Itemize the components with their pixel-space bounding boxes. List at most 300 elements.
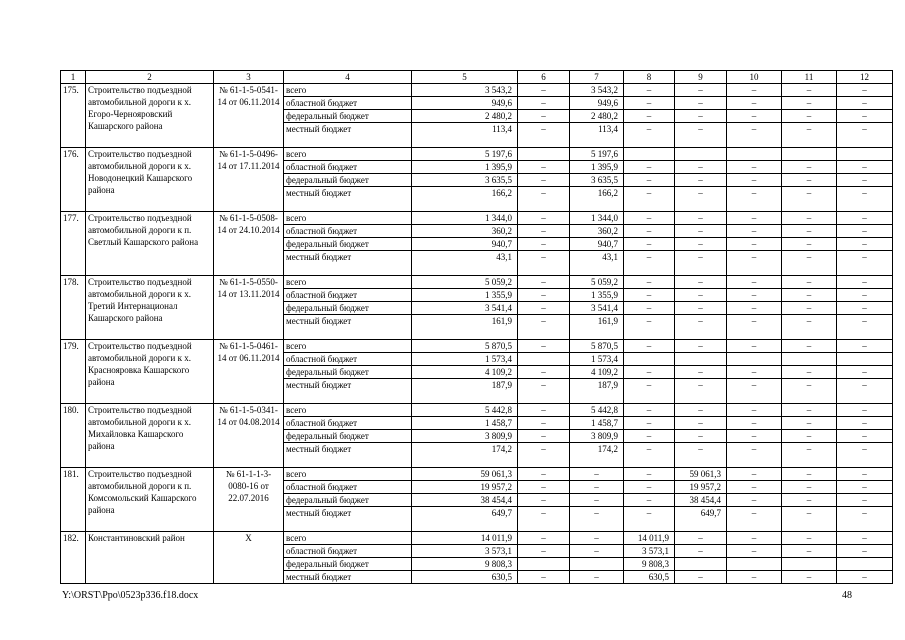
value-cell: – bbox=[782, 161, 837, 174]
value-cell: – bbox=[727, 302, 782, 315]
value-cell: – bbox=[518, 110, 570, 123]
budget-source: областной бюджет bbox=[284, 417, 412, 430]
header-row bbox=[61, 71, 893, 84]
value-cell: – bbox=[570, 532, 624, 545]
budget-source: областной бюджет bbox=[284, 225, 412, 238]
budget-source: местный бюджет bbox=[284, 443, 412, 468]
value-cell: – bbox=[837, 161, 893, 174]
value-cell: – bbox=[837, 379, 893, 404]
value-cell: – bbox=[675, 84, 727, 97]
value-cell: – bbox=[675, 443, 727, 468]
footer-file-path: Y:\ORST\Ppo\0523p336.f18.docx bbox=[62, 590, 199, 601]
value-cell: – bbox=[624, 84, 675, 97]
value-cell: 14 011,9 bbox=[412, 532, 518, 545]
value-cell: – bbox=[518, 84, 570, 97]
row-number: 181. bbox=[61, 468, 86, 532]
row-number: 177. bbox=[61, 212, 86, 276]
value-cell: 113,4 bbox=[412, 123, 518, 148]
value-cell: 1 344,0 bbox=[570, 212, 624, 225]
table-row bbox=[61, 212, 893, 225]
header-cell: 2 bbox=[86, 71, 214, 84]
value-cell: – bbox=[782, 97, 837, 110]
budget-source: местный бюджет bbox=[284, 251, 412, 276]
value-cell: 3 541,4 bbox=[412, 302, 518, 315]
value-cell bbox=[837, 353, 893, 366]
value-cell: – bbox=[518, 494, 570, 507]
value-cell: – bbox=[782, 123, 837, 148]
value-cell: – bbox=[518, 571, 570, 584]
object-name: Строительство подъездной автомобильной дороги к х. Третий Интернационал Кашарского района bbox=[86, 276, 214, 340]
header-cell: 12 bbox=[837, 71, 893, 84]
value-cell: – bbox=[782, 468, 837, 481]
value-cell: 649,7 bbox=[412, 507, 518, 532]
value-cell: – bbox=[837, 494, 893, 507]
header-cell: 10 bbox=[727, 71, 782, 84]
value-cell: – bbox=[837, 366, 893, 379]
value-cell: 1 395,9 bbox=[570, 161, 624, 174]
value-cell bbox=[837, 148, 893, 161]
value-cell: – bbox=[518, 289, 570, 302]
value-cell: 5 059,2 bbox=[570, 276, 624, 289]
object-name: Строительство подъездной автомобильной дороги к п. Комсомольский Кашарского района bbox=[86, 468, 214, 532]
header-cell: 6 bbox=[518, 71, 570, 84]
value-cell: – bbox=[675, 110, 727, 123]
header-cell: 7 bbox=[570, 71, 624, 84]
value-cell: 9 808,3 bbox=[624, 558, 675, 571]
value-cell: 649,7 bbox=[675, 507, 727, 532]
value-cell: – bbox=[727, 430, 782, 443]
value-cell: – bbox=[518, 187, 570, 212]
value-cell: 940,7 bbox=[570, 238, 624, 251]
value-cell: 166,2 bbox=[412, 187, 518, 212]
header-cell: 9 bbox=[675, 71, 727, 84]
value-cell: – bbox=[624, 366, 675, 379]
value-cell: 5 059,2 bbox=[412, 276, 518, 289]
value-cell: – bbox=[727, 507, 782, 532]
value-cell: – bbox=[727, 97, 782, 110]
value-cell: – bbox=[782, 379, 837, 404]
value-cell: – bbox=[624, 340, 675, 353]
budget-source: областной бюджет bbox=[284, 353, 412, 366]
header-cell: 1 bbox=[61, 71, 86, 84]
value-cell: – bbox=[727, 225, 782, 238]
budget-source: всего bbox=[284, 212, 412, 225]
value-cell: – bbox=[837, 212, 893, 225]
value-cell: – bbox=[782, 532, 837, 545]
value-cell: 3 809,9 bbox=[570, 430, 624, 443]
value-cell: – bbox=[837, 84, 893, 97]
value-cell bbox=[675, 558, 727, 571]
value-cell: – bbox=[570, 468, 624, 481]
value-cell: – bbox=[837, 187, 893, 212]
document-ref: Х bbox=[214, 532, 284, 584]
value-cell: – bbox=[675, 251, 727, 276]
value-cell: – bbox=[570, 545, 624, 558]
value-cell: 5 442,8 bbox=[412, 404, 518, 417]
value-cell: – bbox=[727, 315, 782, 340]
value-cell: – bbox=[624, 289, 675, 302]
budget-source: федеральный бюджет bbox=[284, 494, 412, 507]
value-cell: – bbox=[518, 225, 570, 238]
document-ref: № 61-1-5-0496-14 от 17.11.2014 bbox=[214, 148, 284, 212]
value-cell: 4 109,2 bbox=[570, 366, 624, 379]
value-cell: 161,9 bbox=[412, 315, 518, 340]
value-cell: – bbox=[518, 430, 570, 443]
budget-source: местный бюджет bbox=[284, 187, 412, 212]
value-cell: 1 573,4 bbox=[412, 353, 518, 366]
value-cell: – bbox=[782, 507, 837, 532]
value-cell: – bbox=[727, 84, 782, 97]
row-number: 175. bbox=[61, 84, 86, 148]
value-cell: – bbox=[675, 97, 727, 110]
row-number: 179. bbox=[61, 340, 86, 404]
value-cell: – bbox=[782, 404, 837, 417]
value-cell: 3 809,9 bbox=[412, 430, 518, 443]
value-cell: – bbox=[518, 532, 570, 545]
value-cell: – bbox=[518, 212, 570, 225]
value-cell: – bbox=[727, 417, 782, 430]
value-cell: – bbox=[837, 481, 893, 494]
value-cell: – bbox=[837, 97, 893, 110]
value-cell: – bbox=[782, 276, 837, 289]
value-cell: 1 573,4 bbox=[570, 353, 624, 366]
value-cell: – bbox=[837, 545, 893, 558]
budget-source: всего bbox=[284, 84, 412, 97]
value-cell: – bbox=[675, 366, 727, 379]
document-ref: № 61-1-1-3-0080-16 от 22.07.2016 bbox=[214, 468, 284, 532]
value-cell: – bbox=[782, 212, 837, 225]
value-cell: – bbox=[782, 302, 837, 315]
row-number: 180. bbox=[61, 404, 86, 468]
value-cell bbox=[782, 558, 837, 571]
value-cell: 3 573,1 bbox=[624, 545, 675, 558]
value-cell: 630,5 bbox=[624, 571, 675, 584]
value-cell: – bbox=[624, 123, 675, 148]
table-row bbox=[61, 532, 893, 545]
value-cell: 174,2 bbox=[570, 443, 624, 468]
value-cell: 187,9 bbox=[412, 379, 518, 404]
value-cell: – bbox=[518, 123, 570, 148]
value-cell: – bbox=[518, 251, 570, 276]
value-cell: – bbox=[624, 494, 675, 507]
table-row bbox=[61, 340, 893, 353]
value-cell: – bbox=[518, 417, 570, 430]
value-cell: – bbox=[518, 340, 570, 353]
value-cell bbox=[624, 148, 675, 161]
value-cell: – bbox=[624, 315, 675, 340]
value-cell bbox=[727, 353, 782, 366]
budget-source: местный бюджет bbox=[284, 571, 412, 584]
value-cell bbox=[837, 558, 893, 571]
document-ref: № 61-1-5-0541-14 от 06.11.2014 bbox=[214, 84, 284, 148]
value-cell: – bbox=[782, 174, 837, 187]
value-cell: – bbox=[624, 161, 675, 174]
budget-source: местный бюджет bbox=[284, 507, 412, 532]
value-cell: – bbox=[837, 123, 893, 148]
budget-source: федеральный бюджет bbox=[284, 366, 412, 379]
value-cell: 3 543,2 bbox=[570, 84, 624, 97]
budget-source: федеральный бюджет bbox=[284, 558, 412, 571]
value-cell: – bbox=[675, 315, 727, 340]
value-cell: – bbox=[837, 507, 893, 532]
value-cell: – bbox=[837, 340, 893, 353]
value-cell: – bbox=[782, 340, 837, 353]
value-cell: – bbox=[837, 315, 893, 340]
value-cell: – bbox=[727, 366, 782, 379]
value-cell: – bbox=[837, 110, 893, 123]
value-cell: – bbox=[518, 507, 570, 532]
value-cell: – bbox=[782, 315, 837, 340]
value-cell: – bbox=[727, 545, 782, 558]
value-cell: – bbox=[727, 532, 782, 545]
page-number: 48 bbox=[842, 590, 852, 601]
value-cell: 166,2 bbox=[570, 187, 624, 212]
value-cell: – bbox=[570, 507, 624, 532]
value-cell: 1 355,9 bbox=[570, 289, 624, 302]
value-cell: – bbox=[727, 289, 782, 302]
value-cell: – bbox=[624, 212, 675, 225]
value-cell: – bbox=[727, 238, 782, 251]
value-cell: – bbox=[675, 289, 727, 302]
value-cell: 187,9 bbox=[570, 379, 624, 404]
value-cell: – bbox=[624, 417, 675, 430]
value-cell: 1 355,9 bbox=[412, 289, 518, 302]
value-cell: – bbox=[624, 468, 675, 481]
value-cell: 59 061,3 bbox=[675, 468, 727, 481]
value-cell: 1 395,9 bbox=[412, 161, 518, 174]
value-cell: – bbox=[518, 443, 570, 468]
value-cell: – bbox=[727, 468, 782, 481]
value-cell: 5 197,6 bbox=[412, 148, 518, 161]
budget-table bbox=[60, 70, 893, 584]
value-cell: – bbox=[518, 404, 570, 417]
value-cell: – bbox=[518, 366, 570, 379]
budget-source: федеральный бюджет bbox=[284, 302, 412, 315]
value-cell: – bbox=[518, 302, 570, 315]
value-cell: – bbox=[782, 443, 837, 468]
value-cell: – bbox=[782, 545, 837, 558]
value-cell: 43,1 bbox=[570, 251, 624, 276]
value-cell: 360,2 bbox=[412, 225, 518, 238]
value-cell: – bbox=[782, 289, 837, 302]
value-cell: – bbox=[675, 404, 727, 417]
value-cell: 2 480,2 bbox=[570, 110, 624, 123]
budget-source: федеральный бюджет bbox=[284, 174, 412, 187]
value-cell: – bbox=[624, 302, 675, 315]
value-cell: – bbox=[837, 276, 893, 289]
value-cell: 59 061,3 bbox=[412, 468, 518, 481]
value-cell: – bbox=[837, 302, 893, 315]
budget-source: всего bbox=[284, 148, 412, 161]
value-cell bbox=[518, 558, 570, 571]
value-cell: – bbox=[727, 251, 782, 276]
value-cell: – bbox=[837, 417, 893, 430]
value-cell: – bbox=[675, 532, 727, 545]
document-ref: № 61-1-5-0550-14 от 13.11.2014 bbox=[214, 276, 284, 340]
value-cell: 14 011,9 bbox=[624, 532, 675, 545]
value-cell: 2 480,2 bbox=[412, 110, 518, 123]
value-cell: – bbox=[727, 187, 782, 212]
value-cell: 19 957,2 bbox=[412, 481, 518, 494]
header-cell: 3 bbox=[214, 71, 284, 84]
value-cell: – bbox=[518, 238, 570, 251]
value-cell: – bbox=[675, 430, 727, 443]
value-cell: – bbox=[727, 494, 782, 507]
budget-source: федеральный бюджет bbox=[284, 110, 412, 123]
value-cell: – bbox=[727, 340, 782, 353]
value-cell: – bbox=[624, 404, 675, 417]
value-cell: – bbox=[570, 481, 624, 494]
value-cell: – bbox=[782, 110, 837, 123]
object-name: Строительство подъездной автомобильной дороги к х. Краснояровка Кашарского района bbox=[86, 340, 214, 404]
value-cell: – bbox=[675, 417, 727, 430]
row-number: 178. bbox=[61, 276, 86, 340]
value-cell: – bbox=[837, 174, 893, 187]
value-cell bbox=[727, 558, 782, 571]
budget-source: областной бюджет bbox=[284, 289, 412, 302]
value-cell: – bbox=[837, 251, 893, 276]
value-cell: – bbox=[727, 443, 782, 468]
row-number: 176. bbox=[61, 148, 86, 212]
value-cell: – bbox=[727, 276, 782, 289]
value-cell: 630,5 bbox=[412, 571, 518, 584]
value-cell: – bbox=[624, 187, 675, 212]
budget-source: местный бюджет bbox=[284, 123, 412, 148]
value-cell: – bbox=[782, 251, 837, 276]
header-cell: 5 bbox=[412, 71, 518, 84]
table-row bbox=[61, 84, 893, 97]
value-cell: – bbox=[570, 494, 624, 507]
table-row bbox=[61, 404, 893, 417]
value-cell: – bbox=[837, 404, 893, 417]
value-cell: 3 635,5 bbox=[570, 174, 624, 187]
value-cell: – bbox=[727, 571, 782, 584]
value-cell: 38 454,4 bbox=[412, 494, 518, 507]
value-cell bbox=[782, 148, 837, 161]
value-cell bbox=[675, 148, 727, 161]
value-cell: – bbox=[837, 443, 893, 468]
budget-source: областной бюджет bbox=[284, 481, 412, 494]
value-cell: – bbox=[675, 379, 727, 404]
value-cell: 113,4 bbox=[570, 123, 624, 148]
value-cell: 1 458,7 bbox=[570, 417, 624, 430]
value-cell: – bbox=[837, 571, 893, 584]
value-cell: 9 808,3 bbox=[412, 558, 518, 571]
value-cell bbox=[624, 353, 675, 366]
value-cell: 3 541,4 bbox=[570, 302, 624, 315]
value-cell: 3 635,5 bbox=[412, 174, 518, 187]
value-cell: – bbox=[837, 225, 893, 238]
value-cell: 3 543,2 bbox=[412, 84, 518, 97]
value-cell bbox=[518, 148, 570, 161]
value-cell: 174,2 bbox=[412, 443, 518, 468]
object-name: Строительство подъездной автомобильной дороги к х. Егоро-Чернояровский Кашарского района bbox=[86, 84, 214, 148]
document-ref: № 61-1-5-0341-14 от 04.08.2014 bbox=[214, 404, 284, 468]
row-number: 182. bbox=[61, 532, 86, 584]
value-cell: – bbox=[727, 212, 782, 225]
value-cell: 940,7 bbox=[412, 238, 518, 251]
value-cell: 161,9 bbox=[570, 315, 624, 340]
budget-source: федеральный бюджет bbox=[284, 430, 412, 443]
value-cell: – bbox=[727, 174, 782, 187]
document-ref: № 61-1-5-0461-14 от 06.11.2014 bbox=[214, 340, 284, 404]
value-cell: – bbox=[675, 238, 727, 251]
value-cell: – bbox=[518, 315, 570, 340]
value-cell: – bbox=[782, 84, 837, 97]
table-row bbox=[61, 468, 893, 481]
object-name: Строительство подъездной автомобильной дороги к х. Михайловка Кашарского района bbox=[86, 404, 214, 468]
value-cell: 1 458,7 bbox=[412, 417, 518, 430]
header-cell: 8 bbox=[624, 71, 675, 84]
value-cell: 949,6 bbox=[570, 97, 624, 110]
value-cell: – bbox=[782, 571, 837, 584]
value-cell: – bbox=[624, 251, 675, 276]
value-cell: – bbox=[675, 276, 727, 289]
value-cell: – bbox=[518, 97, 570, 110]
value-cell bbox=[518, 353, 570, 366]
value-cell: 5 197,6 bbox=[570, 148, 624, 161]
value-cell: – bbox=[624, 97, 675, 110]
value-cell: 360,2 bbox=[570, 225, 624, 238]
value-cell: – bbox=[675, 225, 727, 238]
value-cell: – bbox=[727, 161, 782, 174]
value-cell: – bbox=[518, 161, 570, 174]
value-cell: – bbox=[518, 545, 570, 558]
budget-source: всего bbox=[284, 468, 412, 481]
value-cell: – bbox=[624, 276, 675, 289]
budget-source: всего bbox=[284, 532, 412, 545]
value-cell: – bbox=[782, 366, 837, 379]
object-name: Строительство подъездной автомобильной дороги к п. Светлый Кашарского района bbox=[86, 212, 214, 276]
value-cell: 1 344,0 bbox=[412, 212, 518, 225]
header-cell: 4 bbox=[284, 71, 412, 84]
value-cell: – bbox=[782, 238, 837, 251]
value-cell: 3 573,1 bbox=[412, 545, 518, 558]
value-cell: – bbox=[782, 225, 837, 238]
value-cell: – bbox=[518, 379, 570, 404]
value-cell bbox=[675, 353, 727, 366]
value-cell: – bbox=[624, 379, 675, 404]
value-cell bbox=[727, 148, 782, 161]
value-cell: – bbox=[837, 238, 893, 251]
value-cell: – bbox=[675, 571, 727, 584]
value-cell: – bbox=[624, 174, 675, 187]
value-cell: – bbox=[837, 430, 893, 443]
value-cell: 5 870,5 bbox=[412, 340, 518, 353]
value-cell: – bbox=[624, 430, 675, 443]
value-cell: – bbox=[782, 481, 837, 494]
budget-source: федеральный бюджет bbox=[284, 238, 412, 251]
value-cell: – bbox=[782, 430, 837, 443]
value-cell: – bbox=[675, 161, 727, 174]
value-cell: – bbox=[624, 225, 675, 238]
budget-source: местный бюджет bbox=[284, 315, 412, 340]
value-cell: – bbox=[675, 212, 727, 225]
value-cell: – bbox=[675, 174, 727, 187]
value-cell: – bbox=[675, 545, 727, 558]
budget-source: областной бюджет bbox=[284, 161, 412, 174]
value-cell: – bbox=[675, 123, 727, 148]
object-name: Строительство подъездной автомобильной дороги к х. Новодонецкий Кашарского района bbox=[86, 148, 214, 212]
budget-source: областной бюджет bbox=[284, 545, 412, 558]
value-cell bbox=[782, 353, 837, 366]
value-cell: – bbox=[837, 532, 893, 545]
value-cell: – bbox=[624, 507, 675, 532]
value-cell: – bbox=[675, 302, 727, 315]
budget-source: всего bbox=[284, 404, 412, 417]
value-cell: – bbox=[518, 174, 570, 187]
value-cell: – bbox=[727, 110, 782, 123]
